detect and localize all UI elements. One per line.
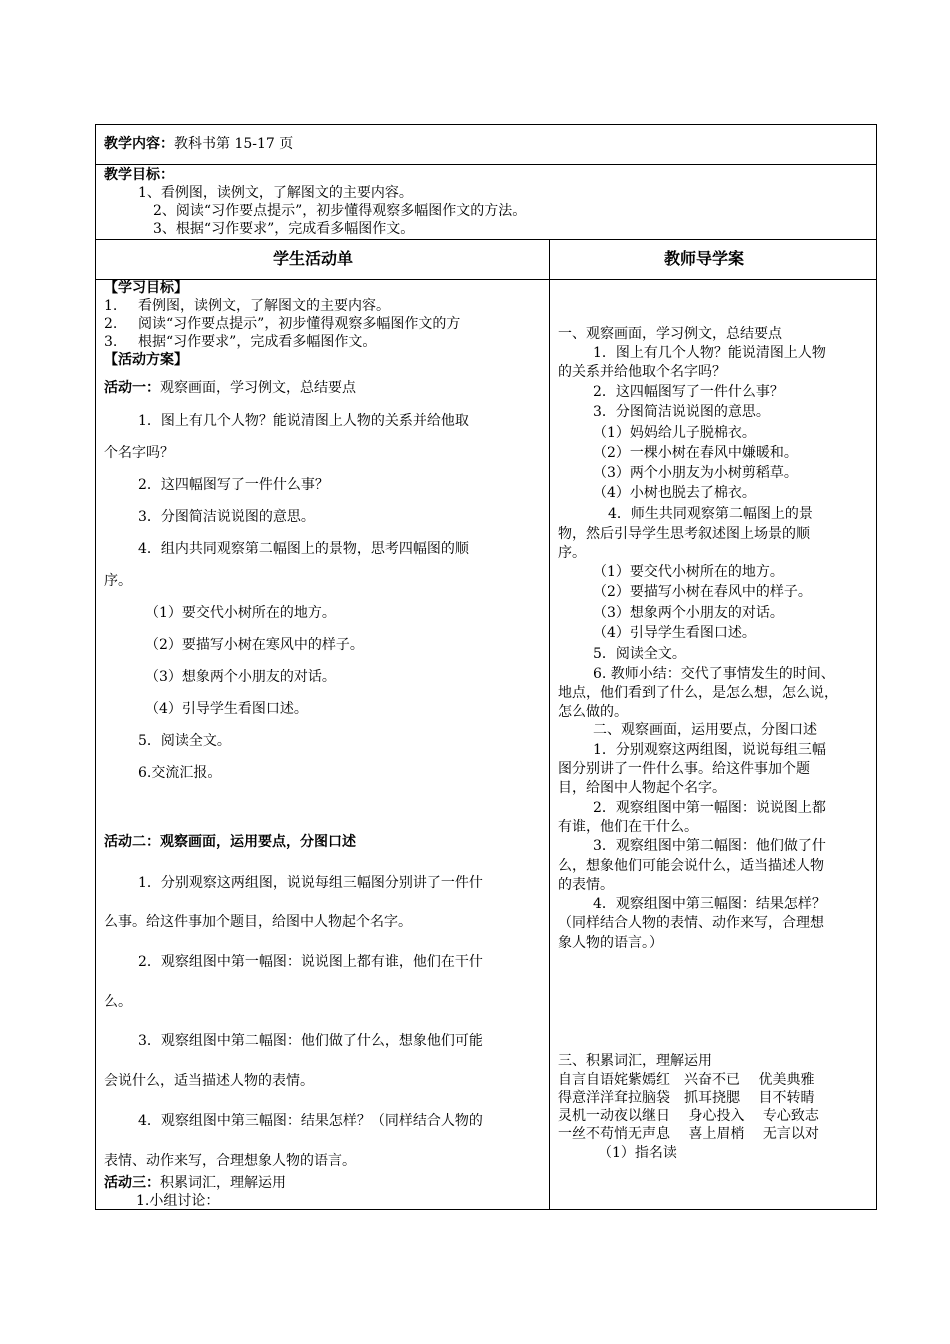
column-header-row [96, 240, 876, 280]
r-line-7: （2）一棵小树在春风中嫌暖和。 [593, 445, 798, 461]
a2-line-3: 2．观察组图中第一幅图：说说图上都有谁，他们在干什 [138, 954, 483, 970]
r-line-3: 的关系并给他取个名字吗？ [558, 364, 726, 380]
teaching-goal-3: 3、根据“习作要求”，完成看多幅图作文。 [153, 221, 415, 237]
a2-line-6: 会说什么，适当描述人物的表情。 [104, 1073, 314, 1089]
vocab-sub-item: （1）指名读 [598, 1145, 677, 1161]
a1-line-11: 5．阅读全文。 [138, 733, 231, 749]
r-line-22: 1．分别观察这两组图，说说每组三幅 [593, 742, 826, 758]
r-line-9: （4）小树也脱去了棉衣。 [593, 485, 756, 501]
r-line-29: 的表情。 [558, 877, 614, 893]
teaching-content-label: 教学内容： [104, 136, 174, 152]
a2-line-1: 1．分别观察这两组图，说说每组三幅图分别讲了一件什 [138, 875, 483, 891]
vocab-row-1: 自言自语姹紫嫣红 兴奋不已 优美典雅 [558, 1072, 815, 1088]
r-line-11: 物，然后引导学生思考叙述图上场景的顺 [558, 526, 810, 542]
vocab-row-4: 一丝不苟悄无声息 喜上眉梢 无言以对 [558, 1126, 819, 1142]
r-line-19: 地点，他们看到了什么，是怎么想，怎么说， [558, 685, 838, 701]
r-line-27: 3．观察组图中第二幅图：他们做了什 [593, 838, 826, 854]
teaching-goal-1: 1、看例图，读例文，了解图文的主要内容。 [138, 185, 413, 201]
r-line-16: （4）引导学生看图口述。 [593, 625, 756, 641]
teaching-content-value: 教科书第 15-17 页 [174, 136, 294, 152]
r-line-6: （1）妈妈给儿子脱棉衣。 [593, 425, 756, 441]
a1-line-2: 个名字吗？ [104, 445, 174, 461]
teaching-goal-2: 2、阅读“习作要点提示”，初步懂得观察多幅图作文的方法。 [153, 203, 527, 219]
study-goal-1: 1. 看例图，读例文，了解图文的主要内容。 [104, 298, 390, 314]
r-line-32: 象人物的语言。） [558, 935, 663, 951]
r-line-10: 4．师生共同观察第二幅图上的景 [608, 506, 813, 522]
teaching-content [104, 136, 293, 153]
column-divider [549, 240, 550, 1209]
a1-line-10: （4）引导学生看图口述。 [145, 701, 308, 717]
teaching-goals-label: 教学目标： [104, 167, 174, 183]
r-line-20: 怎么做的。 [558, 704, 628, 720]
activity-2-heading: 活动二：观察画面，运用要点，分图口述 [104, 834, 356, 850]
a2-line-5: 3．观察组图中第二幅图：他们做了什么，想象他们可能 [138, 1033, 483, 1049]
r-line-25: 2．观察组图中第一幅图：说说图上都 [593, 800, 826, 816]
r-line-14: （2）要描写小树在春风中的样子。 [593, 584, 812, 600]
a1-line-7: （1）要交代小树所在的地方。 [145, 605, 336, 621]
a3-line-1: 1.小组讨论： [136, 1193, 220, 1209]
r-line-17: 5．阅读全文。 [593, 646, 686, 662]
r-line-23: 图分别讲了一件什么事。给这件事加个题 [558, 761, 810, 777]
a1-line-1: 1．图上有几个人物？能说清图上人物的关系并给他取 [138, 413, 469, 429]
a2-line-2: 么事。给这件事加个题目，给图中人物起个名字。 [104, 914, 412, 930]
study-goal-2: 2. 阅读“习作要点提示”，初步懂得观察多幅图作文的方 [104, 316, 461, 332]
a1-line-3: 2．这四幅图写了一件什么事？ [138, 477, 329, 493]
r-line-26: 有谁，他们在干什么。 [558, 819, 698, 835]
activity-1-heading: 活动一：观察画面，学习例文，总结要点 [104, 380, 356, 396]
a1-line-6: 序。 [104, 573, 132, 589]
a1-line-12: 6.交流汇报。 [138, 765, 222, 781]
r-line-2: 1．图上有几个人物？能说清图上人物 [593, 345, 826, 361]
activity-3-heading: 活动三：积累词汇，理解运用 [104, 1175, 286, 1191]
a1-line-5: 4．组内共同观察第二幅图上的景物，思考四幅图的顺 [138, 541, 469, 557]
a1-line-4: 3．分图简洁说说图的意思。 [138, 509, 315, 525]
vocab-row-2: 得意洋洋耷拉脑袋 抓耳挠腮 目不转睛 [558, 1090, 815, 1106]
a2-line-4: 么。 [104, 994, 132, 1010]
r-line-18: 6. 教师小结：交代了事情发生的时间、 [593, 666, 835, 682]
r-line-30: 4．观察组图中第三幅图：结果怎样？ [593, 896, 826, 912]
r-line-8: （3）两个小朋友为小树剪稻草。 [593, 465, 798, 481]
r-line-13: （1）要交代小树所在的地方。 [593, 564, 784, 580]
r-line-28: 么，想象他们可能会说什么，适当描述人物 [558, 858, 824, 874]
r-line-15: （3）想象两个小朋友的对话。 [593, 605, 784, 621]
r-line-1: 一、观察画面，学习例文，总结要点 [558, 326, 782, 342]
a2-line-8: 表情、动作来写，合理想象人物的语言。 [104, 1153, 356, 1169]
r-line-12: 序。 [558, 545, 586, 561]
student-activity-title: 学生活动单 [273, 249, 354, 268]
teacher-guide-title: 教师导学案 [664, 249, 745, 268]
r-line-24: 目，给图中人物起个名字。 [558, 780, 726, 796]
study-goal-3: 3. 根据“习作要求”，完成看多幅图作文。 [104, 334, 377, 350]
r-line-5: 3．分图简洁说说图的意思。 [593, 404, 770, 420]
vocab-title: 三、积累词汇，理解运用 [558, 1053, 712, 1069]
a1-line-9: （3）想象两个小朋友的对话。 [145, 669, 336, 685]
a1-line-8: （2）要描写小树在寒风中的样子。 [145, 637, 364, 653]
r-line-4: 2．这四幅图写了一件什么事？ [593, 384, 784, 400]
study-goal-title: 【学习目标】 [104, 280, 188, 296]
r-line-31: （同样结合人物的表情、动作来写，合理想 [558, 915, 824, 931]
r-line-21: 二、观察画面，运用要点，分图口述 [593, 722, 817, 738]
activity-plan-title: 【活动方案】 [104, 352, 188, 368]
vocab-row-3: 灵机一动夜以继日 身心投入 专心致志 [558, 1108, 819, 1124]
a2-line-7: 4．观察组图中第三幅图：结果怎样？（同样结合人物的 [138, 1113, 483, 1129]
